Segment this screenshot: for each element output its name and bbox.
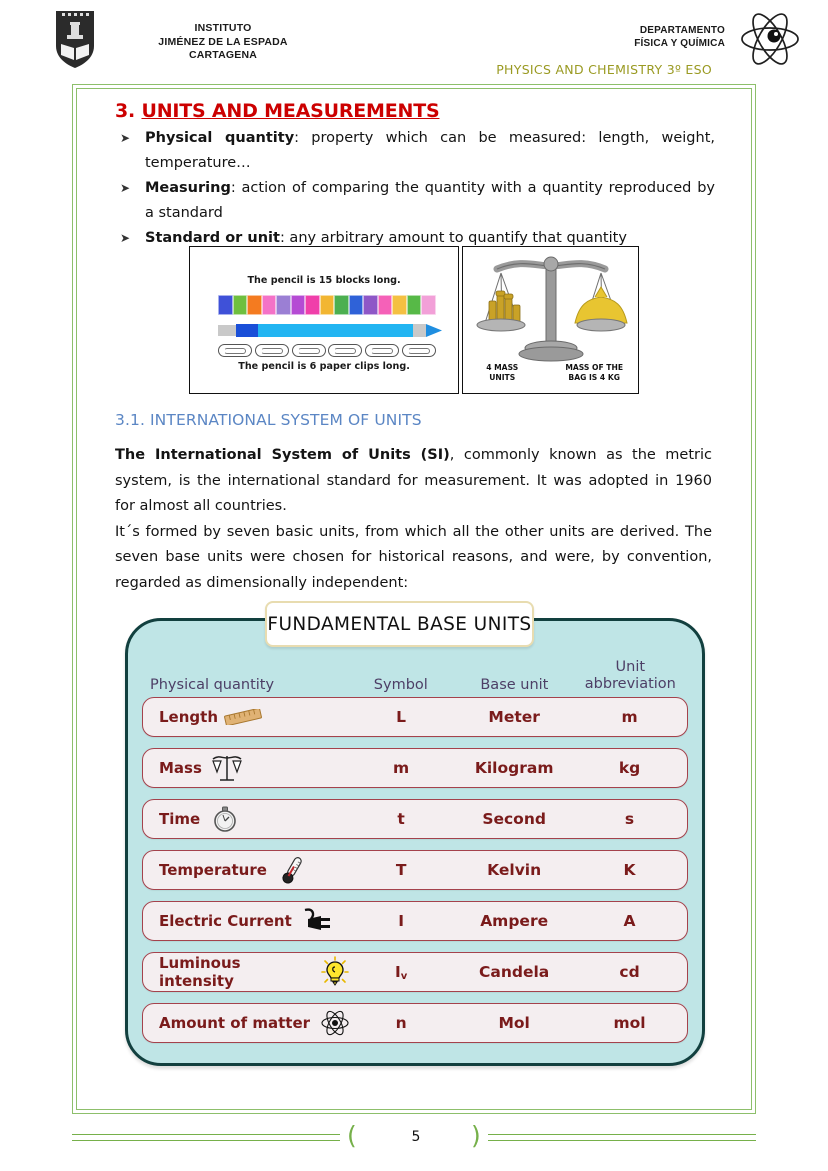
- table-row: [142, 850, 688, 890]
- cell-quantity: [151, 751, 354, 785]
- column-header-quantity: Physical quantity: [150, 677, 275, 693]
- cell-abbreviation: K: [623, 860, 636, 879]
- pencil-icon: [218, 323, 442, 338]
- quantity-label: Time: [159, 810, 201, 828]
- bullet-arrow-icon: ➤: [120, 131, 131, 145]
- list-item: [115, 176, 715, 226]
- balance-scale-icon: [208, 751, 246, 785]
- body-text: [115, 443, 712, 596]
- document-header: [0, 0, 828, 88]
- definition-text: : action of comparing the quantity with a quantity reproduced by a standard: [145, 180, 715, 221]
- cell-abbreviation: cd: [619, 962, 640, 981]
- cell-base-unit: Kelvin: [487, 861, 542, 879]
- quantity-label: Mass: [159, 759, 202, 777]
- balance-caption-left: 4 MASS UNITS: [486, 363, 519, 382]
- table-row: [142, 799, 688, 839]
- cell-abbreviation: m: [621, 707, 638, 726]
- quantity-label: Luminous intensity: [159, 954, 241, 990]
- table-row: [142, 901, 688, 941]
- footer-brace-right: ): [471, 1121, 481, 1150]
- cell-symbol: L: [396, 708, 407, 726]
- paragraph-2-rest: It´s formed by seven basic units, from which all the other units are derived. The seven base units were chosen for historical reasons, and were, by convention, regarded as dimensionally independent:: [115, 523, 712, 591]
- cell-base-unit: Candela: [479, 963, 550, 981]
- definition-term: Physical quantity: [145, 130, 295, 146]
- ruler-icon: [224, 700, 262, 734]
- page-content: [115, 100, 715, 251]
- column-header-abbreviation: Unit abbreviation: [584, 659, 676, 692]
- cell-symbol: m: [393, 759, 410, 777]
- department-line-1: DEPARTAMENTO: [639, 25, 725, 36]
- cell-base-unit: Ampere: [480, 912, 549, 930]
- footer-rule-left: [72, 1134, 340, 1141]
- cell-base-unit: Mol: [498, 1014, 530, 1032]
- definition-term: Measuring: [145, 180, 231, 196]
- institute-line-2: JIMÉNEZ DE LA ESPADA: [158, 35, 288, 48]
- list-item: [115, 126, 715, 176]
- table-row: [142, 697, 688, 737]
- department-name: [634, 24, 725, 50]
- paragraph-1-lead: The International System of Units (SI): [115, 447, 450, 463]
- definition-term: Standard or unit: [145, 230, 280, 246]
- paper-clip-icon: [402, 344, 436, 357]
- cell-quantity: [151, 1006, 354, 1040]
- page-title: [115, 100, 715, 122]
- paper-clips-row: [218, 344, 436, 359]
- definition-list: [115, 126, 715, 251]
- light-bulb-icon: [316, 955, 354, 989]
- paper-clip-icon: [365, 344, 399, 357]
- cell-abbreviation: s: [624, 809, 635, 828]
- column-header-symbol: Symbol: [373, 677, 428, 693]
- balance-caption-right: MASS OF THE BAG IS 4 KG: [565, 363, 624, 382]
- page-footer: [72, 1118, 756, 1158]
- definition-text: : property which can be measured: length, weight, temperature…: [145, 130, 715, 171]
- balance-scale-icon: [475, 253, 629, 365]
- pencil-caption-bottom: The pencil is 6 paper clips long.: [238, 361, 410, 372]
- section-title-text: UNITS AND MEASUREMENTS: [141, 100, 440, 122]
- column-header-base-unit: Base unit: [480, 677, 549, 693]
- illustration-figure: [189, 246, 639, 394]
- bullet-arrow-icon: ➤: [120, 181, 131, 195]
- institute-name: [108, 22, 338, 63]
- cell-symbol: n: [395, 1014, 407, 1032]
- paragraph-1: [115, 443, 712, 520]
- page-number: 5: [411, 1129, 421, 1145]
- symbol-subscript: v: [400, 970, 408, 982]
- pencil-measurement-image: [189, 246, 459, 394]
- subsection-title: 3.1. INTERNATIONAL SYSTEM OF UNITS: [115, 411, 422, 429]
- footer-rule-right: [488, 1134, 756, 1141]
- cell-abbreviation: kg: [618, 758, 641, 777]
- symbol-main: I: [394, 962, 401, 981]
- cell-base-unit: Kilogram: [474, 759, 554, 777]
- cell-base-unit: Meter: [488, 708, 540, 726]
- cell-abbreviation: A: [623, 911, 636, 930]
- paper-clip-icon: [328, 344, 362, 357]
- cell-base-unit: Second: [482, 810, 546, 828]
- table-title-banner: FUNDAMENTAL BASE UNITS: [265, 601, 534, 647]
- quantity-label: Length: [159, 708, 218, 726]
- table-row: [142, 748, 688, 788]
- department-line-2: FÍSICA Y QUÍMICA: [634, 38, 725, 49]
- cell-quantity: [151, 904, 354, 938]
- unit-blocks-row: [218, 295, 436, 315]
- paper-clip-icon: [292, 344, 326, 357]
- cell-symbol: T: [395, 861, 407, 879]
- quantity-label: Electric Current: [159, 912, 292, 930]
- quantity-label: Temperature: [159, 861, 267, 879]
- shield-crest-icon: [53, 8, 97, 70]
- atom-icon: [734, 8, 806, 70]
- cell-symbol: t: [397, 810, 405, 828]
- definition-text: : any arbitrary amount to quantify that quantity: [279, 230, 627, 246]
- power-plug-icon: [298, 904, 336, 938]
- cell-symbol: [354, 963, 448, 982]
- cell-quantity: [151, 954, 354, 990]
- fundamental-base-units-table: [125, 613, 705, 1066]
- atom-small-icon: [316, 1006, 354, 1040]
- pencil-caption-top: The pencil is 15 blocks long.: [247, 275, 401, 286]
- section-number: 3.: [115, 100, 136, 122]
- balance-scale-image: [462, 246, 639, 394]
- thermometer-icon: [273, 853, 311, 887]
- cell-abbreviation: mol: [613, 1013, 646, 1032]
- institute-line-1: INSTITUTO: [194, 22, 252, 34]
- footer-brace-left: (: [347, 1121, 357, 1150]
- paper-clip-icon: [218, 344, 252, 357]
- paragraph-1-rest: , commonly known as the metric system, is the international standard for measurement. It was adopted in 1960 for almost all countries.: [115, 447, 712, 514]
- table-row: [142, 1003, 688, 1043]
- cell-quantity: [151, 700, 354, 734]
- table-column-headers: [142, 659, 688, 697]
- quantity-label: Amount of matter: [159, 1014, 311, 1032]
- stopwatch-icon: [206, 802, 244, 836]
- paragraph-2: [115, 520, 712, 597]
- institute-line-3: CARTAGENA: [188, 49, 258, 61]
- paper-clip-icon: [255, 344, 289, 357]
- cell-quantity: [151, 853, 354, 887]
- cell-symbol: I: [398, 912, 404, 930]
- table-body: [125, 618, 705, 1066]
- course-subtitle: PHYSICS AND CHEMISTRY 3º ESO: [496, 62, 712, 77]
- bullet-arrow-icon: ➤: [120, 231, 131, 245]
- table-row: [142, 952, 688, 992]
- cell-quantity: [151, 802, 354, 836]
